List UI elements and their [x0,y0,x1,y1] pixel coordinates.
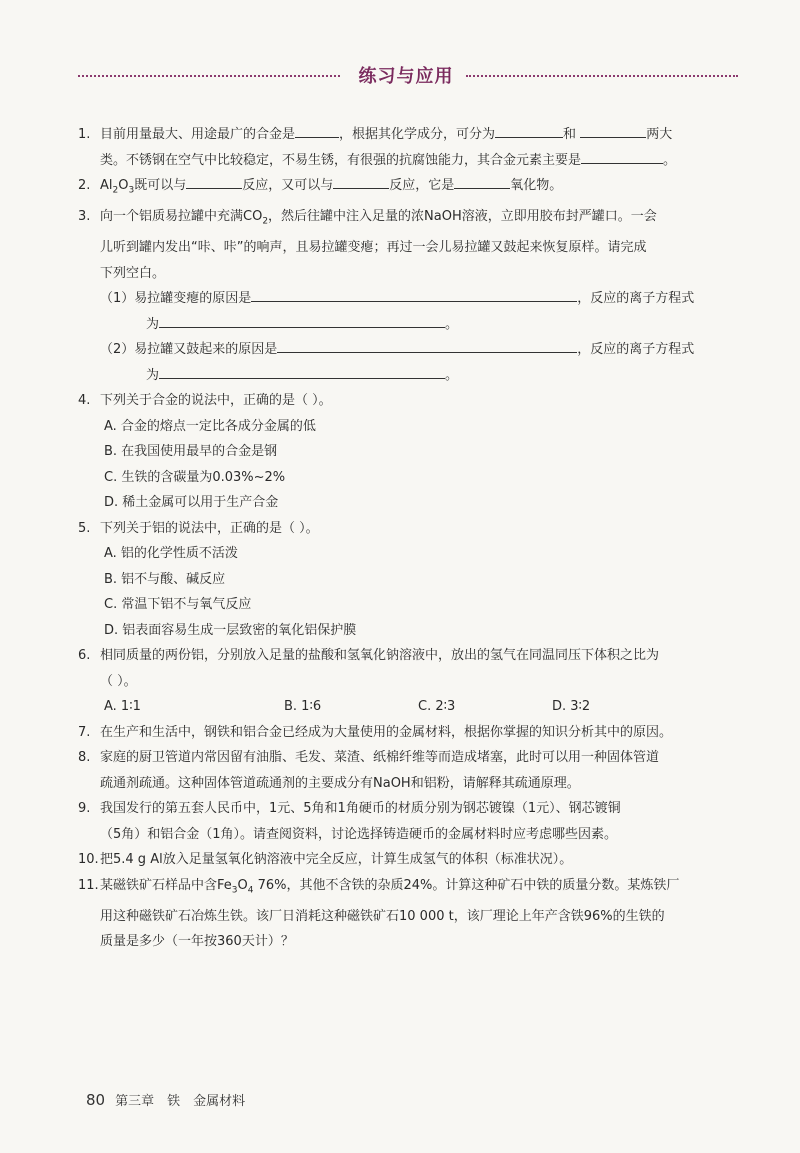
option-a[interactable]: A. 1∶1 [104,699,141,715]
question-3: 3. 向一个铝质易拉罐中充满$CO_2$，然后往罐中注入足量的浓NaOH溶液，立即用胶布封严罐口。一会 儿听到罐内发出“咔、咔”的响声，且易拉罐变瘪；再过一会儿易拉罐又鼓起来恢复原样。请完成 下列空白。 （1）易拉罐变瘪的原因是 ，反应的离子方程式 为 。 （2）易拉罐又鼓起来的原因是 ，反应的离子方程式 为 。 [78,204,748,388]
question-2: 2. $Al_2O_3$既可以与 反应，又可以与 反应，它是 氧化物。 [78,173,748,204]
question-3-part-2: （2）易拉罐又鼓起来的原因是 ，反应的离子方程式 [78,337,748,363]
option-a[interactable]: A. 合金的熔点一定比各成分金属的低 [104,418,316,434]
option-d[interactable]: D. 3∶2 [552,699,591,715]
answer-blank[interactable] [277,338,577,353]
chapter-title: 第三章 铁 金属材料 [115,1094,246,1109]
section-title: 练习与应用 [358,66,454,87]
header-dots-right [466,75,738,77]
answer-blank[interactable] [159,364,445,379]
question-1: 1. 目前用量最大、用途最广的合金是 ，根据其化学成分，可分为 和 两大 类。不锈钢在空气中比较稳定，不易生锈，有很强的抗腐蚀能力，其合金元素主要是 。 [78,122,748,173]
question-9: 9. 我国发行的第五套人民币中，1元、5角和1角硬币的材质分别为钢芯镀镍（1元）、钢芯镀铜 （5角）和铝合金（1角）。请查阅资料，讨论选择铸造硬币的金属材料时应考虑哪些因素。 [78,801,621,842]
question-8: 8. 家庭的厨卫管道内常因留有油脂、毛发、菜渣、纸棉纤维等而造成堵塞，此时可以用一种固体管道 疏通剂疏通。这种固体管道疏通剂的主要成分有NaOH和铝粉，请解释其疏通原理。 [78,750,660,791]
option-d[interactable]: D. 稀土金属可以用于生产合金 [104,495,279,511]
section-header [78,62,738,90]
answer-blank[interactable] [295,123,339,138]
option-d[interactable]: D. 铝表面容易生成一层致密的氧化铝保护膜 [104,622,357,638]
answer-blank[interactable] [333,174,389,189]
question-6: 6. 相同质量的两份铝，分别放入足量的盐酸和氢氧化钠溶液中，放出的氢气在同温同压下体积之比为 （ ）。 A. 1∶1 B. 1∶6 C. 2∶3 D. 3∶2 [78,643,748,720]
exercise-list [78,122,748,955]
question-5: 5. 下列关于铝的说法中，正确的是（ ）。 A. 铝的化学性质不活泼 B. 铝不与酸、碱反应 C. 常温下铝不与氧气反应 D. 铝表面容易生成一层致密的氧化铝保护膜 [78,516,748,644]
page-footer [86,1090,245,1109]
answer-blank[interactable] [580,123,646,138]
option-c[interactable]: C. 生铁的含碳量为0.03%~2% [104,469,286,485]
option-a[interactable]: A. 铝的化学性质不活泼 [104,546,238,562]
answer-blank[interactable] [251,287,577,302]
page-number: 80 [86,1091,106,1109]
question-3-part-1: （1）易拉罐变瘪的原因是 ，反应的离子方程式 [78,286,748,312]
answer-blank[interactable] [159,313,445,328]
question-4: 4. 下列关于合金的说法中，正确的是（ ）。 A. 合金的熔点一定比各成分金属的低 B. 在我国使用最早的合金是钢 C. 生铁的含碳量为0.03%~2% D. 稀土金属可以用于生产合金 [78,388,748,516]
question-11: 11. 某磁铁矿石样品中含$Fe_3O_4$ 76%，其他不含铁的杂质24%。计算这种矿石中铁的质量分数。某炼铁厂 用这种磁铁矿石冶炼生铁。该厂日消耗这种磁铁矿石10 000 t，该厂理论上年产含铁96%的生铁的 质量是多少（一年按360天计）？ [78,877,680,950]
answer-blank[interactable] [581,149,663,164]
option-b[interactable]: B. 在我国使用最早的合金是钢 [104,444,278,460]
option-c[interactable]: C. 常温下铝不与氧气反应 [104,597,252,613]
question-10: 10. 把5.4 g Al放入足量氢氧化钠溶液中完全反应，计算生成氢气的体积（标准状况）。 [78,852,573,868]
header-dots-left [78,75,340,77]
question-7: 7. 在生产和生活中，钢铁和铝合金已经成为大量使用的金属材料，根据你掌握的知识分析其中的原因。 [78,724,673,740]
option-c[interactable]: C. 2∶3 [418,699,456,715]
answer-blank[interactable] [186,174,242,189]
answer-blank[interactable] [495,123,563,138]
option-b[interactable]: B. 铝不与酸、碱反应 [104,571,226,587]
option-b[interactable]: B. 1∶6 [284,699,322,715]
answer-blank[interactable] [454,174,510,189]
